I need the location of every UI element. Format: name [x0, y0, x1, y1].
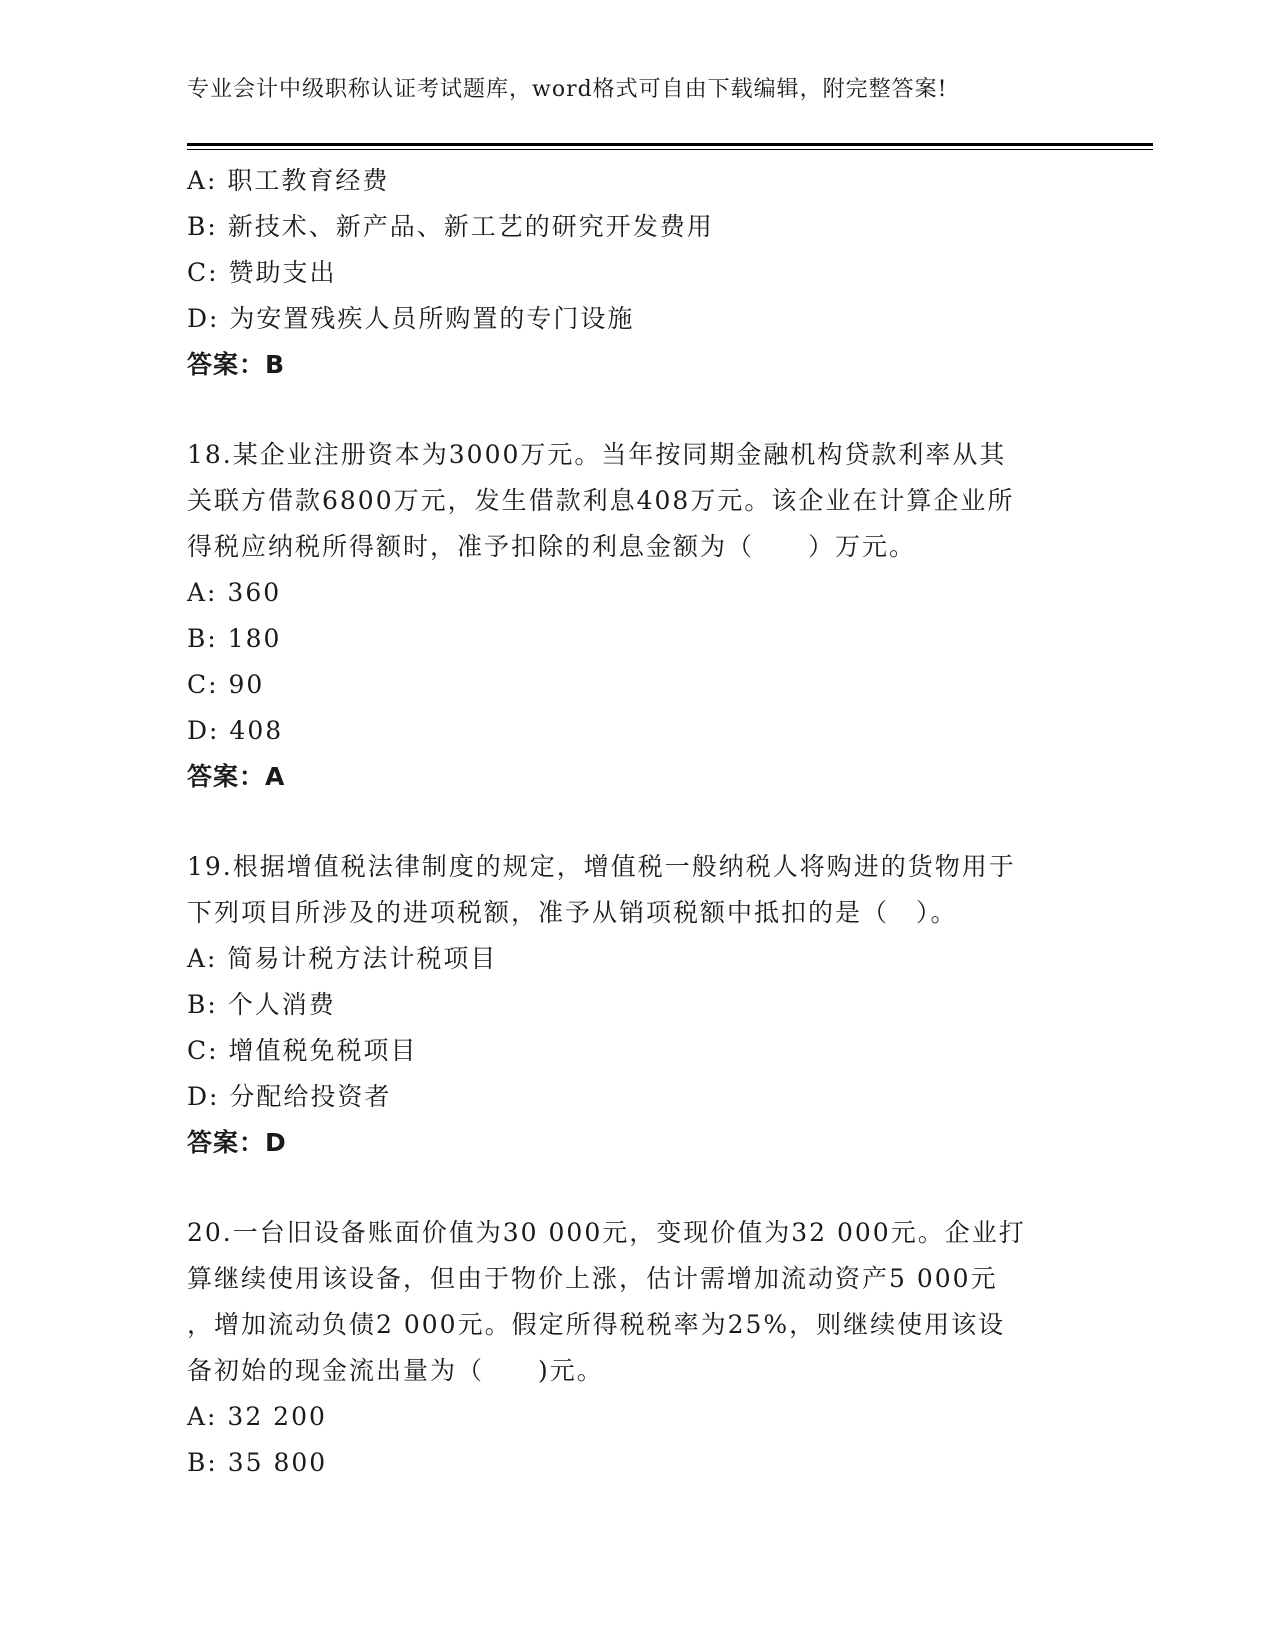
question-text-line: 20.一台旧设备账面价值为30 000元，变现价值为32 000元。企业打 — [187, 1218, 1026, 1247]
question-text-line: 关联方借款6800万元，发生借款利息408万元。该企业在计算企业所 — [187, 486, 1015, 515]
question-text-line: 下列项目所涉及的进项税额，准予从销项税额中抵扣的是（ ）。 — [187, 898, 958, 927]
page-header: 专业会计中级职称认证考试题库，word格式可自由下载编辑，附完整答案! — [187, 77, 948, 102]
option-c: C: 赞助支出 — [187, 258, 337, 287]
option-d: D: 408 — [187, 716, 284, 745]
header-rule-thin — [187, 149, 1153, 150]
question-text-line: 19.根据增值税法律制度的规定，增值税一般纳税人将购进的货物用于 — [187, 852, 1016, 881]
option-a: A: 简易计税方法计税项目 — [187, 944, 498, 973]
header-rule-thick — [187, 143, 1153, 146]
option-c: C: 90 — [187, 670, 265, 699]
question-text-line: 18.某企业注册资本为3000万元。当年按同期金融机构贷款利率从其 — [187, 440, 1007, 469]
option-b: B: 35 800 — [187, 1448, 328, 1477]
answer-18: 答案：A — [187, 762, 286, 791]
option-a: A: 职工教育经费 — [187, 166, 390, 195]
option-b: B: 新技术、新产品、新工艺的研究开发费用 — [187, 212, 714, 241]
answer-19: 答案：D — [187, 1128, 287, 1157]
question-text-line: 得税应纳税所得额时，准予扣除的利息金额为（ ）万元。 — [187, 532, 917, 561]
question-text-line: 算继续使用该设备，但由于物价上涨，估计需增加流动资产5 000元 — [187, 1264, 998, 1293]
answer-17: 答案：B — [187, 350, 286, 379]
question-19 — [187, 844, 1087, 1166]
option-a: A: 32 200 — [187, 1402, 327, 1431]
question-17-options — [187, 158, 1087, 388]
option-c: C: 增值税免税项目 — [187, 1036, 418, 1065]
option-a: A: 360 — [187, 578, 282, 607]
question-text-line: 备初始的现金流出量为（ )元。 — [187, 1356, 604, 1385]
option-b: B: 个人消费 — [187, 990, 336, 1019]
question-18 — [187, 432, 1087, 800]
document-body — [187, 158, 1087, 1486]
option-b: B: 180 — [187, 624, 282, 653]
question-20 — [187, 1210, 1087, 1486]
option-d: D: 为安置残疾人员所购置的专门设施 — [187, 304, 635, 333]
question-text-line: ，增加流动负债2 000元。假定所得税税率为25%，则继续使用该设 — [187, 1310, 1006, 1339]
option-d: D: 分配给投资者 — [187, 1082, 392, 1111]
